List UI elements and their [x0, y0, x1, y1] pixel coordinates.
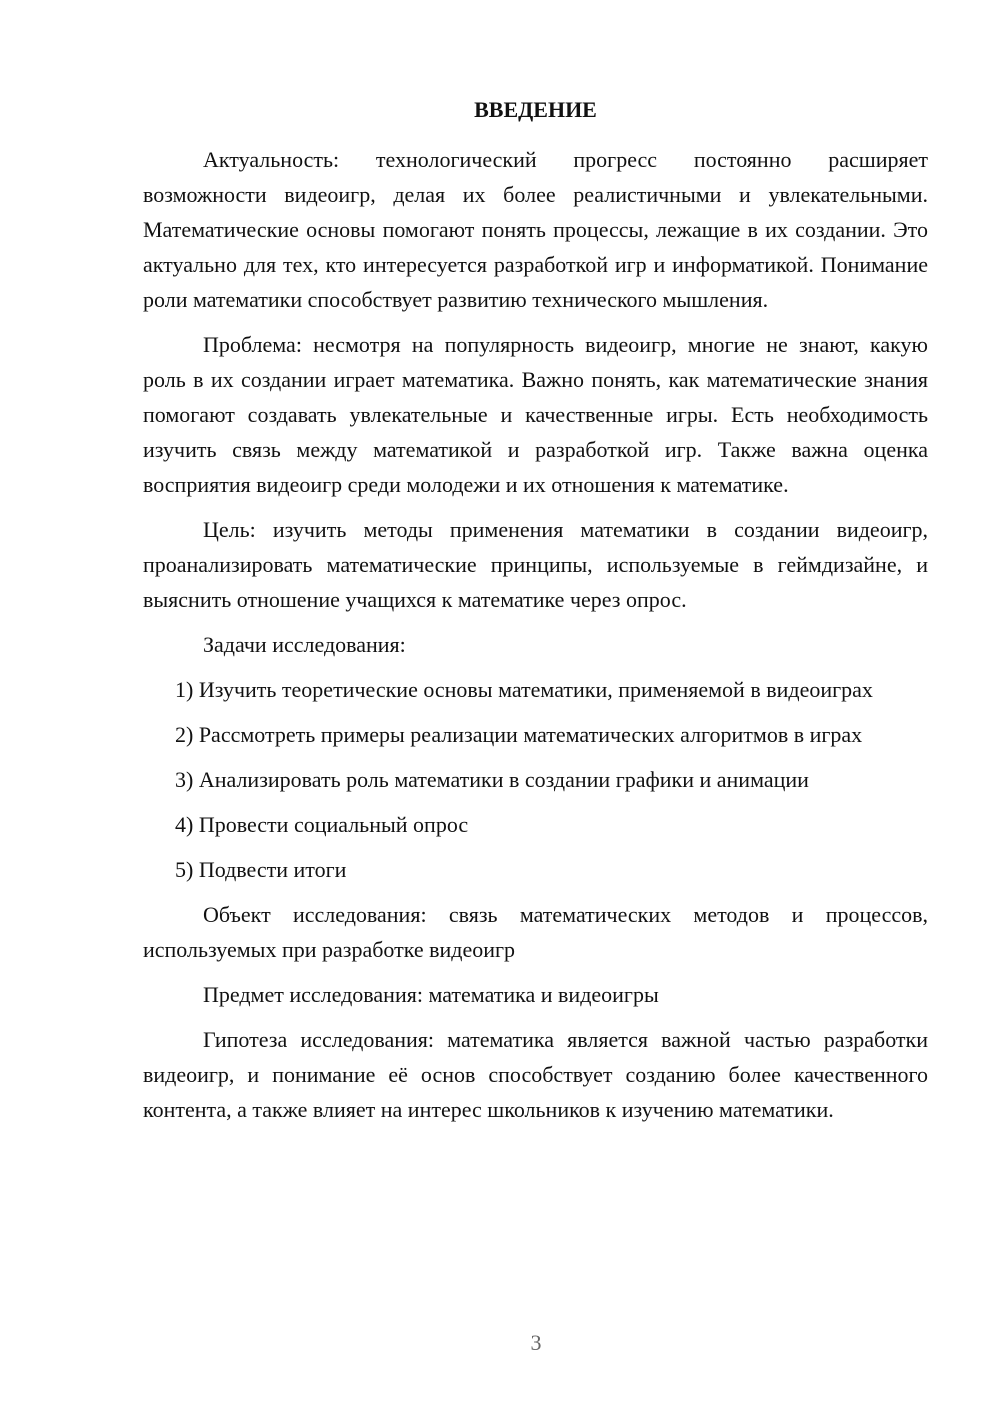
tasks-heading: Задачи исследования:: [203, 632, 406, 657]
paragraph-hypothesis: Гипотеза исследования: математика является важной частью разработки видеоигр, и понимание её основ способствует созданию более качественного контента, а также влияет на интерес школьников к изучению математики.: [143, 1027, 928, 1122]
document-page: [143, 92, 928, 1137]
task-item: 3) Анализировать роль математики в создании графики и анимации: [175, 767, 809, 792]
task-item: 4) Провести социальный опрос: [175, 812, 469, 837]
page-number: 3: [530, 1330, 542, 1355]
paragraph-problem: Проблема: несмотря на популярность видеоигр, многие не знают, какую роль в их создании играет математика. Важно понять, как математические знания помогают создавать увлекательные и качественные игры. Есть необходимость изучить связь между математикой и разработкой игр. Также важна оценка восприятия видеоигр среди молодежи и их отношения к математике.: [143, 332, 928, 497]
paragraph-subject: Предмет исследования: математика и видеоигры: [203, 982, 659, 1007]
paragraph-object: Объект исследования: связь математических методов и процессов, используемых при разработке видеоигр: [143, 902, 928, 962]
task-item: 1) Изучить теоретические основы математики, применяемой в видеоиграх: [175, 677, 873, 702]
task-item: 2) Рассмотреть примеры реализации математических алгоритмов в играх: [175, 722, 863, 747]
task-item: 5) Подвести итоги: [175, 857, 347, 882]
section-title: ВВЕДЕНИЕ: [474, 97, 597, 122]
paragraph-relevance: Актуальность: технологический прогресс постоянно расширяет возможности видеоигр, делая их более реалистичными и увлекательными. Математические основы помогают понять процессы, лежащие в их создании. Это актуально для тех, кто интересуется разработкой игр и информатикой. Понимание роли математики способствует развитию технического мышления.: [143, 147, 928, 312]
paragraph-goal: Цель: изучить методы применения математики в создании видеоигр, проанализировать математические принципы, используемые в геймдизайне, и выяснить отношение учащихся к математике через опрос.: [143, 517, 928, 612]
